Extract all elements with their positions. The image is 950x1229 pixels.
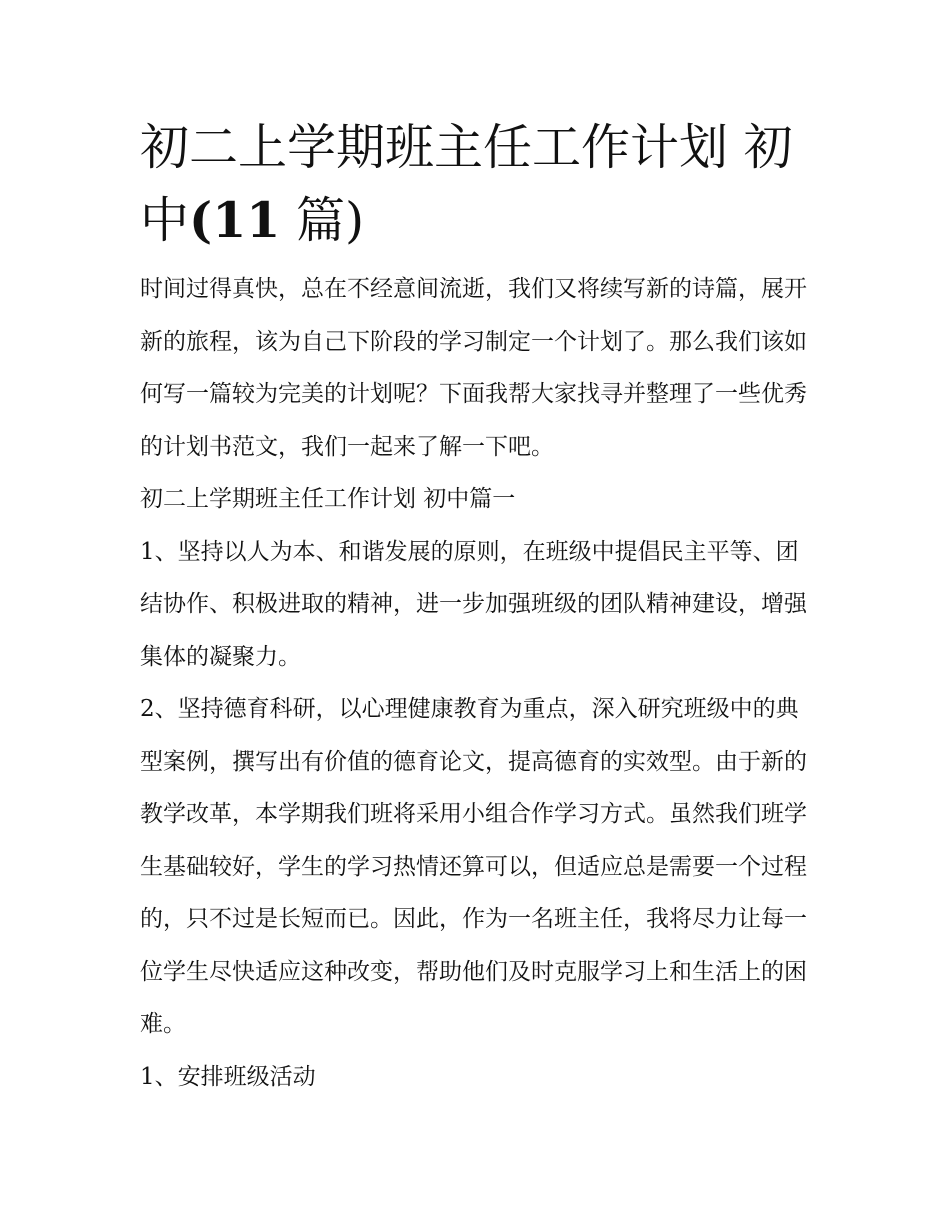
subsection-heading: 1、安排班级活动 xyxy=(140,1063,316,1090)
list-item-1: 1、坚持以人为本、和谐发展的原则，在班级中提倡民主平等、团结协作、积极进取的精神，进一步加强班级的团队精神建设，增强集体的凝聚力。 xyxy=(140,538,807,670)
document-body xyxy=(140,112,820,1103)
list-item-2: 2、坚持德育科研，以心理健康教育为重点，深入研究班级中的典型案例，撰写出有价值的德育论文，提高德育的实效型。由于新的教学改革，本学期我们班将采用小组合作学习方式。虽然我们班学生基础较好，学生的学习热情还算可以，但适应总是需要一个过程的，只不过是长短而已。因此，作为一名班主任，我将尽力让每一位学生尽快适应这种改变，帮助他们及时克服学习上和生活上的困难。 xyxy=(140,696,807,1037)
title-text: 初二上学期班主任工作计划 初中 xyxy=(140,119,793,249)
title-count: (11 xyxy=(189,191,281,249)
document-title xyxy=(140,112,820,257)
title-suffix: 篇) xyxy=(280,192,365,249)
intro-paragraph: 时间过得真快，总在不经意间流逝，我们又将续写新的诗篇，展开新的旅程，该为自己下阶段的学习制定一个计划了。那么我们该如何写一篇较为完美的计划呢？下面我帮大家找寻并整理了一些优秀的计划书范文，我们一起来了解一下吧。 xyxy=(140,276,807,460)
section-heading: 初二上学期班主任工作计划 初中篇一 xyxy=(140,486,516,512)
